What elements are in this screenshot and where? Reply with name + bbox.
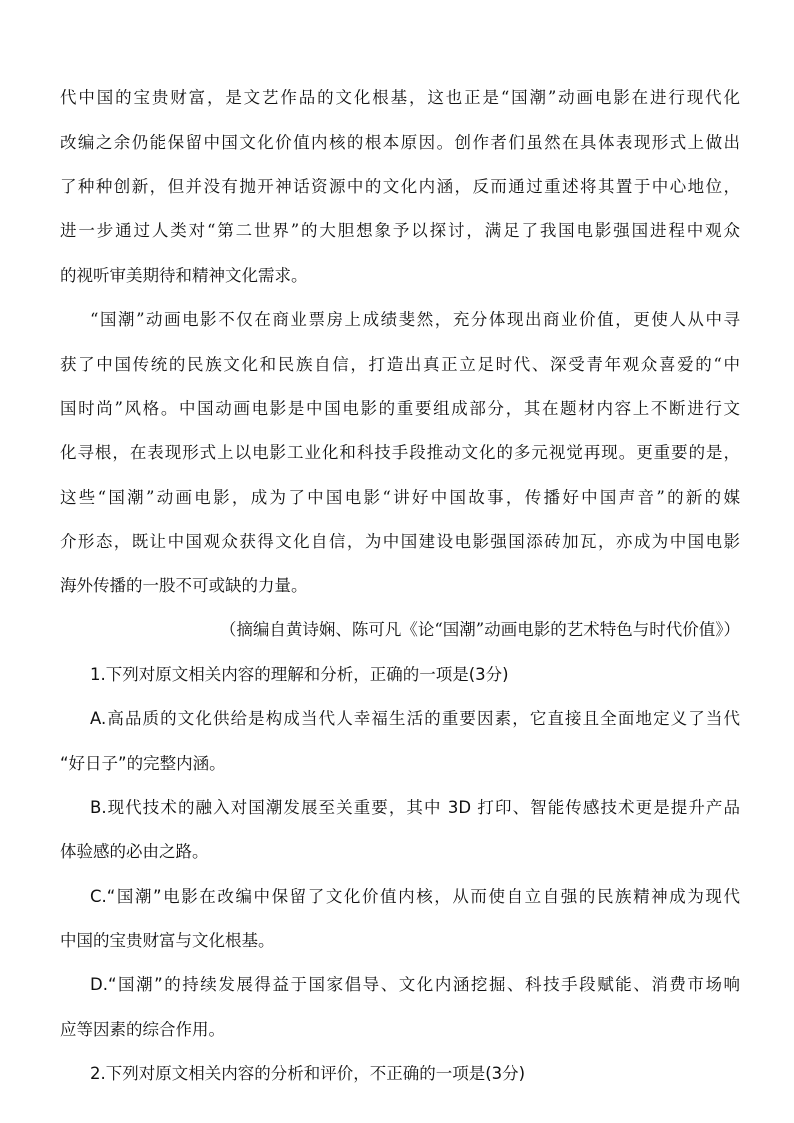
question-1-option-a-cont: “好日子”的完整内涵。	[60, 754, 226, 773]
passage-source: （摘编自黄诗娴、陈可凡《论“国潮”动画电影的艺术特色与时代价值》）	[219, 620, 740, 639]
question-1-stem: 1.下列对原文相关内容的理解和分析，正确的一项是(3分)	[90, 665, 509, 684]
passage-line: 改编之余仍能保留中国文化价值内核的根本原因。创作者们虽然在具体表现形式上做出	[60, 133, 740, 152]
passage-line: 的视听审美期待和精神文化需求。	[60, 266, 308, 285]
question-1-option-c: C.“国潮”电影在改编中保留了文化价值内核，从而使自立自强的民族精神成为现代	[90, 887, 740, 906]
passage-line: 获了中国传统的民族文化和民族自信，打造出真正立足时代、深受青年观众喜爱的“中	[60, 355, 740, 374]
passage-line: 这些“国潮”动画电影，成为了中国电影“讲好中国故事，传播好中国声音”的新的媒	[60, 488, 740, 507]
question-1-option-d: D.“国潮”的持续发展得益于国家倡导、文化内涵挖掘、科技手段赋能、消费市场响	[90, 975, 740, 994]
passage-line: 化寻根，在表现形式上以电影工业化和科技手段推动文化的多元视觉再现。更重要的是，	[60, 443, 740, 462]
passage-line: 介形态，既让中国观众获得文化自信，为中国建设电影强国添砖加瓦，亦成为中国电影	[60, 532, 740, 551]
passage-line: 了种种创新，但并没有抛开神话资源中的文化内涵，反而通过重述将其置于中心地位，	[60, 177, 740, 196]
passage-line: “国潮”动画电影不仅在商业票房上成绩斐然，充分体现出商业价值，更使人从中寻	[90, 310, 740, 329]
passage-line: 进一步通过人类对“第二世界”的大胆想象予以探讨，满足了我国电影强国进程中观众	[60, 221, 740, 240]
passage-line: 国时尚”风格。中国动画电影是中国电影的重要组成部分，其在题材内容上不断进行文	[60, 399, 740, 418]
question-1-option-b: B.现代技术的融入对国潮发展至关重要，其中 3D 打印、智能传感技术更是提升产品	[90, 798, 740, 817]
question-1-option-c-cont: 中国的宝贵财富与文化根基。	[60, 931, 275, 950]
passage-line: 代中国的宝贵财富，是文艺作品的文化根基，这也正是“国潮”动画电影在进行现代化	[60, 88, 740, 107]
question-1-option-a: A.高品质的文化供给是构成当代人幸福生活的重要因素，它直接且全面地定义了当代	[90, 709, 740, 728]
passage-line: 海外传播的一股不可或缺的力量。	[60, 576, 308, 595]
question-2-stem: 2.下列对原文相关内容的分析和评价，不正确的一项是(3分)	[90, 1064, 526, 1083]
question-1-option-b-cont: 体验感的必由之路。	[60, 842, 209, 861]
question-1-option-d-cont: 应等因素的综合作用。	[60, 1020, 225, 1039]
